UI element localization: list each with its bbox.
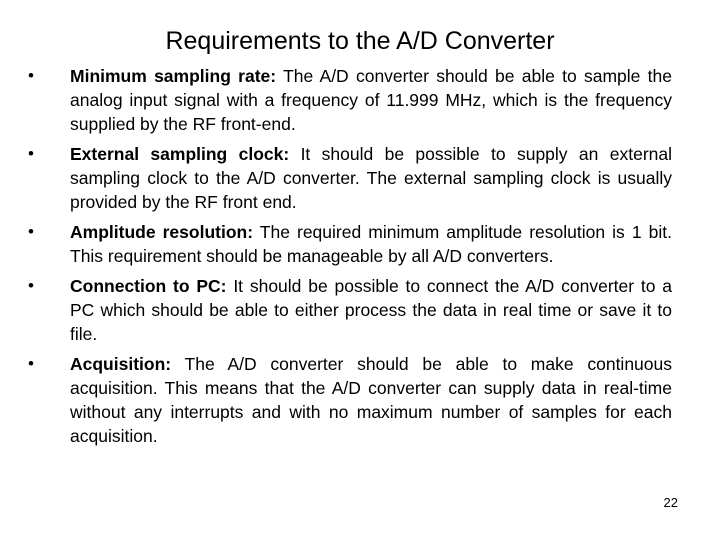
- bullet-item-minimum-sampling-rate: [28, 64, 672, 136]
- requirements-list: [28, 64, 672, 454]
- bullet-term: Amplitude resolution:: [70, 222, 254, 242]
- bullet-text: It should be possible to connect the A/D converter to a PC which should be able to either process the data in real time or save it to file.: [70, 276, 672, 344]
- bullet-term: Acquisition:: [70, 354, 172, 374]
- bullet-item-connection-to-pc: [28, 274, 672, 346]
- bullet-text: The A/D converter should be able to make continuous acquisition. This means that the A/D converter can supply data in real-time without any interrupts and with no maximum number of samples for each acquisition.: [70, 354, 672, 446]
- bullet-term: Connection to PC:: [70, 276, 227, 296]
- bullet-dot: •: [28, 276, 34, 295]
- bullet-item-acquisition: [28, 352, 672, 448]
- bullet-term: Minimum sampling rate:: [70, 66, 277, 86]
- page-number: 22: [663, 495, 678, 510]
- bullet-dot: •: [28, 354, 34, 373]
- bullet-text: It should be possible to supply an external sampling clock to the A/D converter. The external sampling clock is usually provided by the RF front end.: [70, 144, 673, 212]
- bullet-term: External sampling clock:: [70, 144, 290, 164]
- slide-title: Requirements to the A/D Converter: [165, 27, 555, 55]
- bullet-dot: •: [28, 144, 34, 163]
- bullet-dot: •: [28, 222, 34, 241]
- bullet-item-external-sampling-clock: [28, 142, 672, 214]
- bullet-text: The A/D converter should be able to sample the analog input signal with a frequency of 11.999 MHz, which is the frequency supplied by the RF front-end.: [70, 66, 672, 134]
- bullet-dot: •: [28, 66, 34, 85]
- bullet-text: The required minimum amplitude resolution is 1 bit. This requirement should be manageable by all A/D converters.: [70, 222, 673, 266]
- bullet-item-amplitude-resolution: [28, 220, 672, 268]
